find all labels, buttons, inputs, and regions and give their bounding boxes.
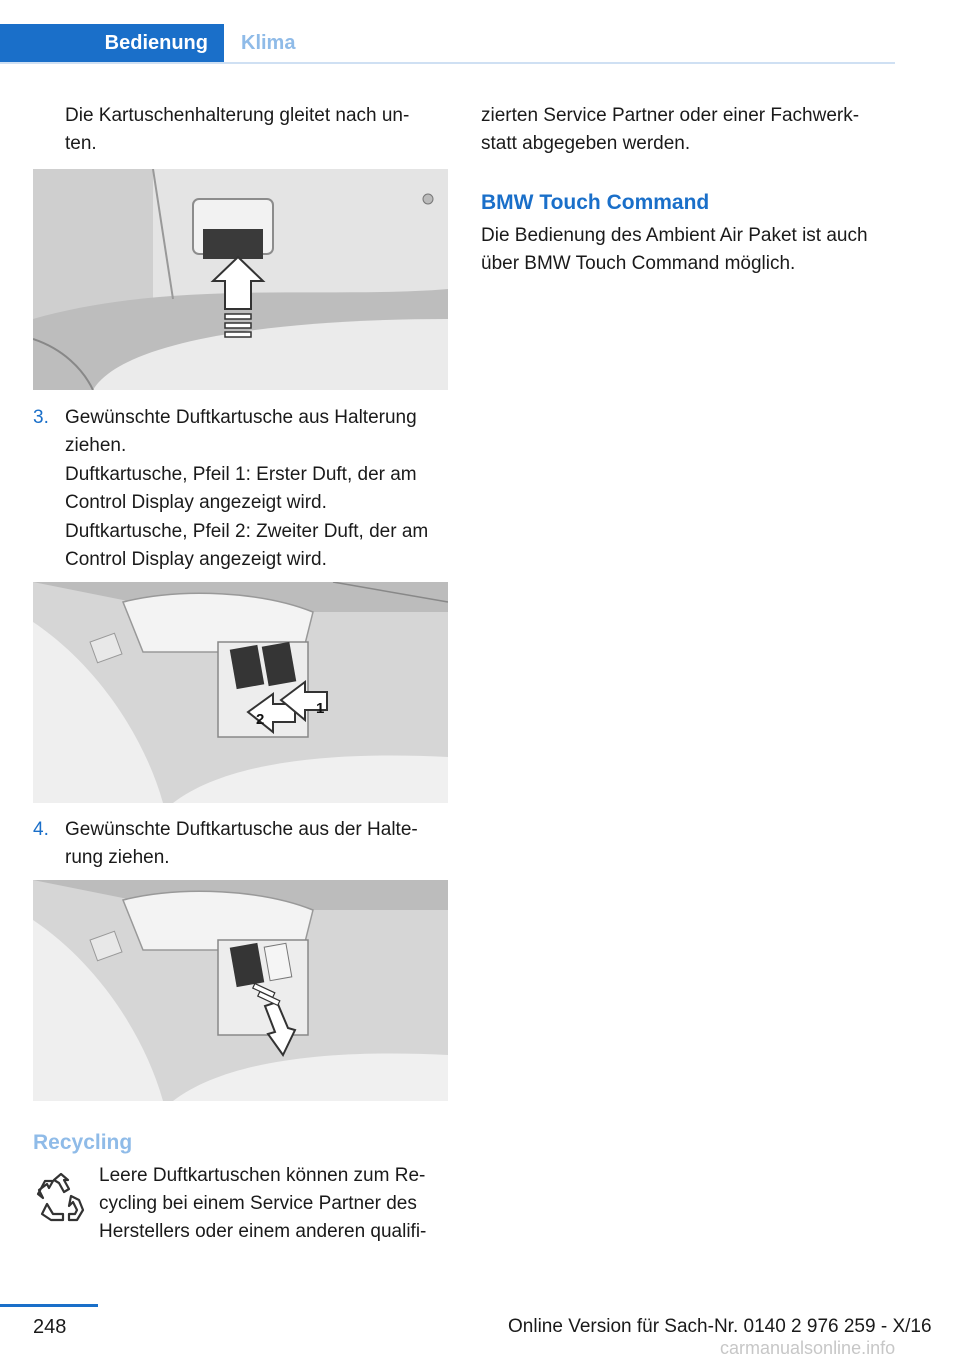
figure-2-illustration bbox=[33, 582, 448, 803]
figure-cartridge-arrows bbox=[33, 582, 448, 803]
step-3-text: Gewünschte Duftkartusche aus Halterung ziehen. bbox=[65, 407, 417, 456]
recycling-text: Leere Duftkartuschen können zum Re- cycling bei einem Service Partner des Herstellers oder einem anderen qualifi- bbox=[99, 1165, 427, 1242]
bmw-touch-command-text: Die Bedienung des Ambient Air Paket ist auch über BMW Touch Command möglich. bbox=[481, 225, 868, 274]
footer-accent-line bbox=[0, 1304, 98, 1307]
tab-klima[interactable]: Klima bbox=[241, 32, 296, 54]
page-number: 248 bbox=[33, 1316, 67, 1338]
step-3-arrow-2-text: Duftkartusche, Pfeil 2: Zweiter Duft, der am Control Display angezeigt wird. bbox=[65, 521, 429, 570]
step-3-arrow-1-text: Duftkartusche, Pfeil 1: Erster Duft, der am Control Display angezeigt wird. bbox=[65, 464, 417, 513]
watermark: carmanualsonline.info bbox=[720, 1338, 896, 1358]
figure-cartridge-holder bbox=[33, 169, 448, 390]
figure-cartridge-removal bbox=[33, 880, 448, 1101]
bmw-touch-command-heading: BMW Touch Command bbox=[481, 191, 710, 214]
figure-3-illustration bbox=[33, 880, 448, 1101]
intro-text: Die Kartuschenhalterung gleitet nach un- ten. bbox=[65, 105, 410, 154]
tab-bedienung-label: Bedienung bbox=[104, 32, 208, 54]
arrow-2-label: 2 bbox=[256, 711, 265, 728]
page-header bbox=[0, 0, 895, 64]
online-version-text: Online Version für Sach-Nr. 0140 2 976 259 - X/16 bbox=[508, 1316, 932, 1337]
arrow-1-label: 1 bbox=[316, 700, 325, 717]
figure-1-illustration bbox=[33, 169, 448, 390]
step-4-text: Gewünschte Duftkartusche aus der Halte- rung ziehen. bbox=[65, 819, 418, 868]
step-4-number: 4. bbox=[33, 819, 49, 840]
recycling-heading: Recycling bbox=[33, 1131, 133, 1154]
recycling-text-continued: zierten Service Partner oder einer Fachwerk- statt abgegeben werden. bbox=[481, 105, 860, 154]
tab-bedienung[interactable] bbox=[0, 24, 224, 62]
step-3-number: 3. bbox=[33, 407, 49, 428]
recycle-icon bbox=[33, 1170, 88, 1225]
